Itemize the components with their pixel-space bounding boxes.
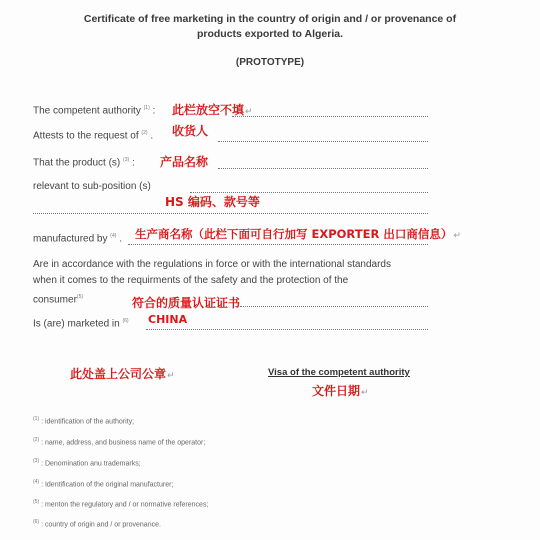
annotation-text: 生产商名称（此栏下面可自行加写 EXPORTER 出口商信息）	[135, 227, 453, 241]
annotation-text: CHINA	[148, 313, 188, 326]
footnote-5	[33, 499, 208, 508]
field-product	[33, 157, 135, 168]
footnote-ref: (4)	[110, 233, 117, 239]
dotted-line	[128, 244, 428, 245]
footnote-ref: (2)	[141, 130, 148, 136]
accordance-line-2: when it comes to the requirments of the safety and the protection of the	[33, 275, 349, 286]
annotation-text: 文件日期	[312, 384, 361, 398]
field-suffix: :	[152, 105, 156, 117]
annotation-text: 此处盖上公司公章	[70, 367, 167, 381]
field-suffix: :	[131, 157, 135, 169]
field-attests-request	[33, 130, 153, 141]
field-label: Is (are) marketed in	[33, 318, 120, 330]
footnote-text: : identification of the authority;	[41, 418, 135, 426]
annotation-competent-authority	[172, 101, 253, 118]
annotation-text: 产品名称	[160, 155, 209, 169]
footnote-1	[33, 416, 134, 425]
footnote-text: : Identification of the original manufacturer;	[41, 481, 174, 489]
footnote-number: (3)	[33, 458, 40, 464]
consumer-label: consumer	[33, 294, 77, 306]
field-label: relevant to sub-position (s)	[33, 181, 151, 192]
footnote-3	[33, 458, 141, 467]
footnote-ref: (3)	[123, 157, 130, 163]
footnote-ref: (6)	[122, 318, 129, 324]
annotation-manufacturer	[135, 226, 461, 242]
accordance-line-1: Are in accordance with the regulations in force or with the international standards	[33, 259, 391, 270]
seal-note	[70, 365, 175, 382]
field-suffix: .	[119, 233, 122, 245]
footnote-ref: (1)	[143, 105, 150, 111]
annotation-text: 符合的质量认证证书	[132, 296, 241, 310]
dotted-line	[218, 141, 428, 142]
field-sub-position	[33, 181, 151, 192]
dotted-line	[146, 329, 428, 330]
field-label: That the product (s)	[33, 157, 121, 169]
footnote-number: (4)	[33, 479, 40, 485]
footnote-ref: (5)	[76, 294, 84, 300]
visa-title: Visa of the competent authority	[268, 367, 410, 378]
annotation-sub-position	[165, 193, 260, 210]
field-competent-authority	[33, 105, 155, 116]
footnote-text: : country of origin and / or provenance.	[41, 521, 161, 529]
certificate-title	[40, 12, 500, 42]
dotted-line	[240, 306, 428, 307]
dotted-line	[218, 168, 428, 169]
dotted-line	[33, 213, 428, 214]
annotation-attests-request	[172, 122, 208, 139]
footnote-text: : Denomination anu trademarks;	[41, 460, 141, 468]
field-label: Attests to the request of	[33, 130, 139, 142]
field-label: manufactured by	[33, 233, 108, 245]
footnote-2	[33, 437, 205, 446]
annotation-document-date	[312, 382, 369, 399]
footnote-6	[33, 519, 161, 528]
annotation-product	[160, 153, 208, 170]
annotation-text: 此栏放空不填	[172, 103, 245, 117]
field-suffix: .	[150, 130, 154, 142]
annotation-quality-certificate	[132, 294, 240, 311]
return-mark-icon: ↵	[167, 371, 175, 381]
return-mark-icon: ↵	[245, 107, 253, 117]
footnote-number: (6)	[33, 519, 40, 525]
return-mark-icon: ↵	[453, 231, 461, 241]
dotted-line	[232, 116, 428, 117]
title-line-2: products exported to Algeria.	[196, 28, 344, 40]
footnote-4	[33, 479, 173, 488]
footnote-number: (2)	[33, 437, 40, 443]
field-manufactured-by	[33, 233, 122, 244]
field-marketed-in	[33, 318, 129, 329]
footnote-number: (5)	[33, 499, 40, 505]
annotation-text: HS 编码、款号等	[165, 195, 260, 209]
footnote-text: : name, address, and business name of the operator;	[41, 439, 206, 447]
return-mark-icon: ↵	[361, 388, 369, 398]
footnote-number: (1)	[33, 416, 40, 422]
footnote-text: : menton the regulatory and / or normative references;	[41, 501, 209, 509]
title-line-1: Certificate of free marketing in the country of origin and / or provenance of	[83, 13, 457, 25]
prototype-label: (PROTOTYPE)	[235, 57, 305, 68]
annotation-country	[148, 313, 187, 326]
annotation-text: 收货人	[172, 124, 209, 138]
field-label: The competent authority	[33, 105, 141, 117]
